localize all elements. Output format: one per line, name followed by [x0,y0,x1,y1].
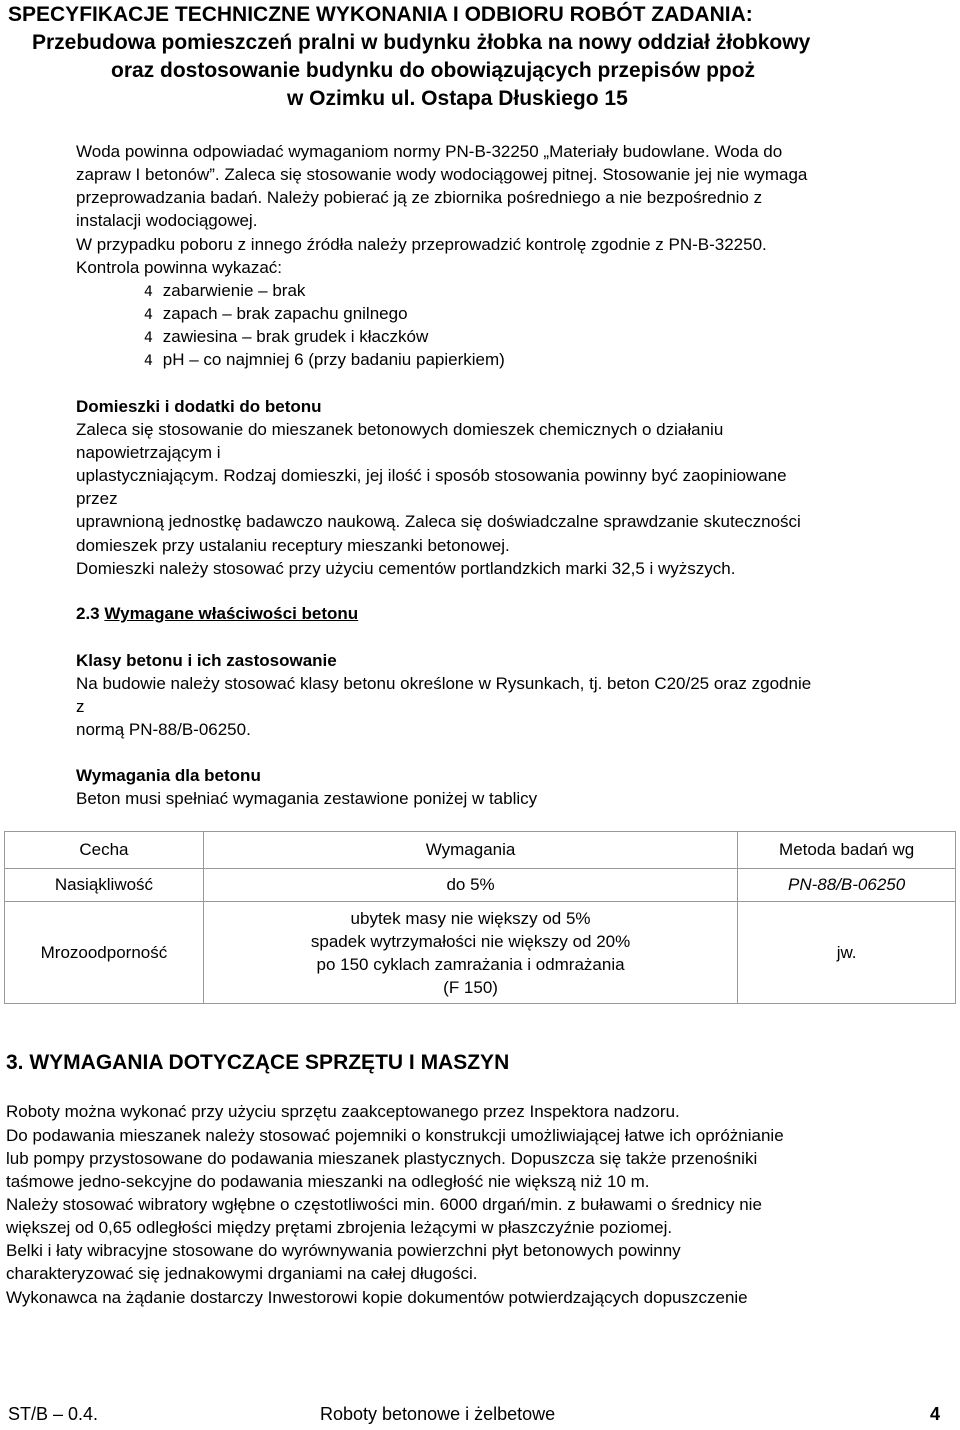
admixtures-text-line: domieszek przy ustalaniu receptury mieszanki betonowej. [76,536,510,555]
section-3-text-line: Roboty można wykonać przy użyciu sprzętu zaakceptowanego przez Inspektora nadzoru. [6,1102,680,1121]
table-cell: jw. [738,902,956,1004]
section-2-3-heading [76,604,358,624]
bullet-icon: 4 [144,353,153,369]
water-bullet-item: 4 pH – co najmniej 6 (przy badaniu papierkiem) [144,350,505,369]
requirements-heading: Wymagania dla betonu [76,766,261,785]
admixtures-text-line: Domieszki należy stosować przy użyciu cementów portlandzkich marki 32,5 i wyższych. [76,559,736,578]
bullet-icon: 4 [144,330,153,346]
table-header-cell: Cecha [5,832,204,869]
section-3-text-line: Należy stosować wibratory wgłębne o częstotliwości min. 6000 drgań/min. z buławami o średnicy nie [6,1195,762,1214]
water-bullet-item: 4 zawiesina – brak grudek i kłaczków [144,327,429,346]
section-3-text-line: Do podawania mieszanek należy stosować pojemniki o konstrukcji umożliwiającej łatwe ich opróżnianie [6,1126,784,1145]
bullet-icon: 4 [144,284,153,300]
classes-text-line: z [76,697,85,716]
table-cell: PN-88/B-06250 [738,869,956,902]
document-title-line-3: oraz dostosowanie budynku do obowiązujących przepisów ppoż [111,59,756,82]
table-header-cell: Metoda badań wg [738,832,956,869]
table-cell: do 5% [203,869,737,902]
section-3-text-line: większej od 0,65 odległości między prętami zbrojenia leżącymi w płaszczyźnie poziomej. [6,1218,673,1237]
water-bullet-item: 4 zabarwienie – brak [144,281,306,300]
table-cell [203,902,737,1004]
section-3-text-line: lub pompy przystosowane do podawania mieszanek plastycznych. Dopuszcza się także przenośniki [6,1149,758,1168]
water-text-line: instalacji wodociągowej. [76,211,258,230]
section-3-heading: 3. WYMAGANIA DOTYCZĄCE SPRZĘTU I MASZYN [6,1051,510,1074]
water-text-line: przeprowadzania badań. Należy pobierać ją ze zbiornika pośredniego a nie bezpośrednio z [76,188,763,207]
section-3-text-line: charakteryzować się jednakowymi drganiami na całej długości. [6,1264,478,1283]
admixtures-text-line: napowietrzającym i [76,443,221,462]
footer-title: Roboty betonowe i żelbetowe [320,1404,556,1424]
water-text-line: W przypadku poboru z innego źródła należy przeprowadzić kontrolę zgodnie z PN-B-32250. [76,235,767,254]
document-title-line-2: Przebudowa pomieszczeń pralni w budynku żłobka na nowy oddział żłobkowy [32,31,811,54]
bullet-icon: 4 [144,307,153,323]
water-text-line: Kontrola powinna wykazać: [76,258,283,277]
table-cell: Mrozoodporność [5,902,204,1004]
admixtures-text-line: uplastyczniającym. Rodzaj domieszki, jej ilość i sposób stosowania powinny być zaopiniowane [76,466,787,485]
admixtures-text-line: Zaleca się stosowanie do mieszanek betonowych domieszek chemicznych o działaniu [76,420,724,439]
table-header-cell: Wymagania [203,832,737,869]
document-title-line-1: SPECYFIKACJE TECHNICZNE WYKONANIA I ODBIORU ROBÓT ZADANIA: [8,3,753,26]
admixtures-text-line: uprawnioną jednostkę badawczo naukową. Zaleca się doświadczalne sprawdzanie skuteczności [76,512,801,531]
classes-text-line: normą PN-88/B-06250. [76,720,251,739]
water-text-line: Woda powinna odpowiadać wymaganiom normy PN-B-32250 „Materiały budowlane. Woda do [76,142,783,161]
section-3-text-line: Belki i łaty wibracyjne stosowane do wyrównywania powierzchni płyt betonowych powinny [6,1241,681,1260]
table-row [5,902,956,1004]
requirements-intro: Beton musi spełniać wymagania zestawione poniżej w tablicy [76,789,538,808]
footer-code: ST/B – 0.4. [8,1404,99,1424]
requirements-table [4,831,956,1004]
requirement-line: ubytek masy nie większy od 5% [350,908,591,928]
section-3-text-line: Wykonawca na żądanie dostarczy Inwestorowi kopie dokumentów potwierdzających dopuszczenie [6,1288,748,1307]
requirement-line: po 150 cyklach zamrażania i odmrażania [316,954,625,974]
classes-heading: Klasy betonu i ich zastosowanie [76,651,337,670]
table-row [5,869,956,902]
table-header-row [5,832,956,869]
table-cell: Nasiąkliwość [5,869,204,902]
classes-text-line: Na budowie należy stosować klasy betonu określone w Rysunkach, tj. beton C20/25 oraz zgodnie [76,674,812,693]
admixtures-heading: Domieszki i dodatki do betonu [76,397,322,416]
requirement-line: spadek wytrzymałości nie większy od 20% [310,931,631,951]
page-number: 4 [930,1404,941,1424]
water-bullet-item: 4 zapach – brak zapachu gnilnego [144,304,408,323]
document-title-line-4: w Ozimku ul. Ostapa Dłuskiego 15 [287,87,628,110]
section-number: 2.3 [76,604,100,623]
section-3-text-line: taśmowe jedno-sekcyjne do podawania mieszanki na odległość nie większą niż 10 m. [6,1172,650,1191]
admixtures-text-line: przez [76,489,118,508]
section-title: Wymagane właściwości betonu [104,604,359,623]
requirement-line: (F 150) [443,977,498,997]
water-text-line: zapraw I betonów”. Zaleca się stosowanie wody wodociągowej pitnej. Stosowanie jej nie wymaga [76,165,808,184]
